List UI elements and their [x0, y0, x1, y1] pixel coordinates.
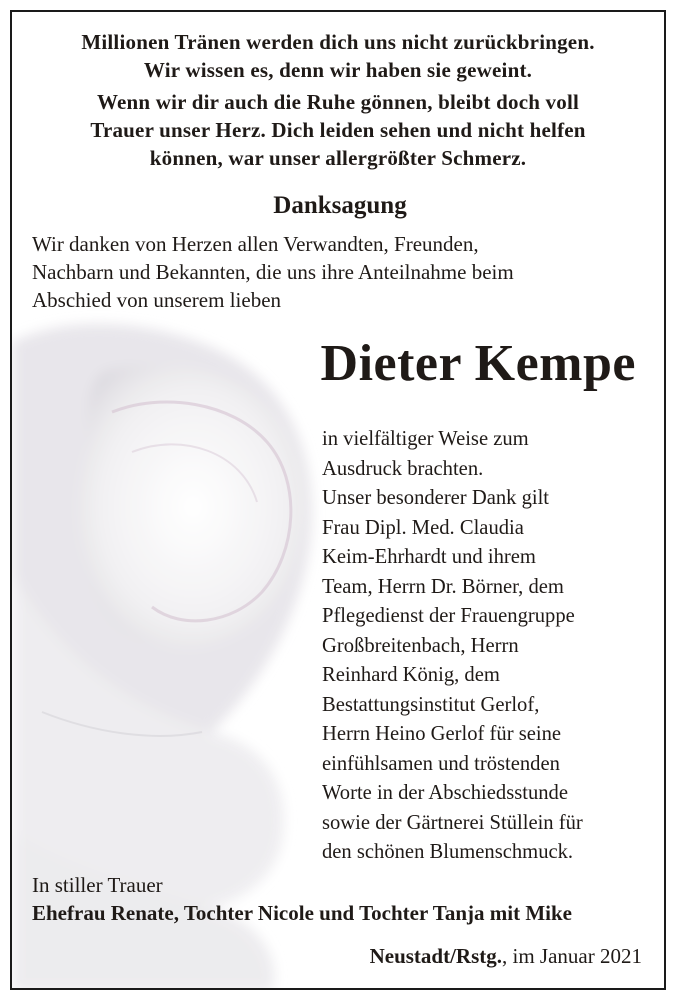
thanks-body — [322, 425, 652, 868]
body-line: Reinhard König, dem — [322, 664, 500, 686]
body-line: Team, Herrn Dr. Börner, dem — [322, 575, 564, 598]
body-line: Unser besonderer Dank gilt — [322, 487, 550, 509]
verse-block-2 — [12, 88, 664, 172]
place-name: Neustadt/Rstg. — [369, 944, 503, 968]
body-line: Ausdruck brachten. — [322, 457, 484, 480]
body-line: Pflegedienst der Frauengruppe — [322, 605, 575, 627]
body-line: Keim-Ehrhardt und ihrem — [322, 546, 536, 568]
body-line: einfühlsamen und tröstenden — [322, 752, 560, 775]
verse-line: Wir wissen es, denn wir haben sie geweint. — [143, 58, 533, 82]
place-date — [370, 942, 642, 970]
intro-line: Nachbarn und Bekannten, die uns ihre Anteilnahme beim — [32, 260, 514, 284]
body-line: Herrn Heino Gerlof für seine — [322, 723, 562, 745]
obituary-card — [10, 10, 666, 990]
heading-danksagung: Danksagung — [273, 192, 407, 219]
intro-line: Wir danken von Herzen allen Verwandten, Freunden, — [32, 232, 479, 256]
body-line: Bestattungsinstitut Gerlof, — [322, 693, 540, 716]
family-signature: Ehefrau Renate, Tochter Nicole und Tochter Tanja mit Mike — [32, 901, 573, 925]
body-line: in vielfältiger Weise zum — [322, 428, 529, 450]
verse-line: Wenn wir dir auch die Ruhe gönnen, bleibt doch voll — [96, 90, 580, 114]
verse-line: können, war unser allergrößter Schmerz. — [149, 146, 527, 170]
intro-line: Abschied von unserem lieben — [32, 288, 282, 312]
verse-line: Millionen Tränen werden dich uns nicht zurückbringen. — [81, 30, 595, 54]
body-line: Großbreitenbach, Herrn — [322, 634, 519, 657]
body-line: den schönen Blumenschmuck. — [322, 841, 574, 863]
date-text: , im Januar 2021 — [502, 944, 642, 968]
verse-block-1 — [12, 28, 664, 84]
body-line: sowie der Gärtnerei Stüllein für — [322, 811, 583, 834]
closing-line: In stiller Trauer — [32, 873, 163, 897]
intro-paragraph — [32, 230, 632, 314]
deceased-name: Dieter Kempe — [320, 335, 636, 392]
body-line: Worte in der Abschiedsstunde — [322, 782, 568, 804]
verse-line: Trauer unser Herz. Dich leiden sehen und nicht helfen — [90, 118, 586, 142]
body-line: Frau Dipl. Med. Claudia — [322, 516, 524, 539]
